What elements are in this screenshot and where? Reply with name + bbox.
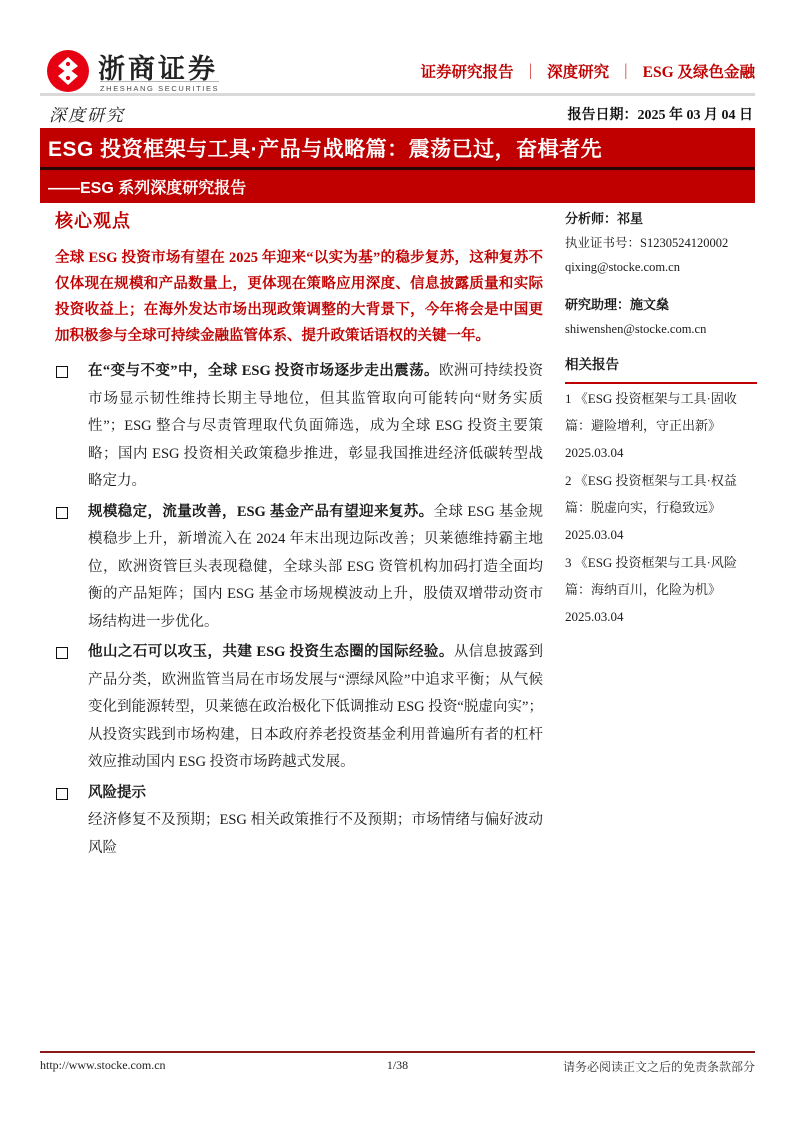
report-category: 深度研究 — [49, 106, 125, 125]
bullet-lead: 在“变与不变”中，全球 ESG 投资市场逐步走出震荡。 — [88, 363, 439, 379]
bullet-lead: 风险提示 — [88, 784, 146, 801]
bullet-text: 经济修复不及预期；ESG 相关政策推行不及预期；市场情绪与偏好波动风险 — [88, 812, 543, 856]
bullet-lead: 规模稳定，流量改善，ESG 基金产品有望迎来复苏。 — [88, 503, 434, 520]
footer-url: http://www.stocke.com.cn — [40, 1058, 166, 1072]
analyst-name: 分析师：祁星 — [565, 211, 644, 226]
related-reports-heading: 相关报告 — [565, 355, 757, 384]
title-banner — [40, 128, 755, 203]
bullet-item — [55, 639, 543, 777]
report-title: 1 《ESG 投资框架与工具·固收篇：避险增利，守正出新》 — [565, 391, 737, 433]
analyst-email: qixing@stocke.com.cn — [565, 260, 680, 274]
sidebar — [565, 209, 757, 630]
core-summary: 全球 ESG 投资市场有望在 2025 年迎来“以实为基”的稳步复苏，这种复苏不仅体现在规模和产品数量上，更体现在策略应用深度、信息披露质量和实际投资收益上；在海外发达市场出现政策调整的大背景下，今年将会是中国更加积极参与全球可持续金融监管体系、提升政策话语权的关键一年。 — [55, 250, 543, 344]
assistant-email: shiwenshen@stocke.com.cn — [565, 322, 707, 336]
core-view-heading: 核心观点 — [55, 211, 131, 231]
square-bullet-icon — [56, 507, 68, 519]
assistant-name: 研究助理：施文燊 — [565, 297, 670, 312]
report-date: 报告日期：2025 年 03 月 04 日 — [567, 108, 753, 123]
report-date: 2025.03.04 — [565, 609, 624, 624]
footer-disclaimer: 请务必阅读正文之后的免责条款部分 — [562, 1060, 755, 1074]
header-divider — [40, 93, 755, 96]
report-title: 3 《ESG 投资框架与工具·风险篇：海纳百川，化险为机》 — [565, 555, 737, 597]
related-report-item — [565, 467, 757, 548]
analyst-cert: 执业证书号：S1230524120002 — [565, 236, 729, 250]
category-row — [40, 101, 755, 127]
tag-separator: ｜ — [618, 64, 634, 81]
brand-name-en: ZHESHANG SECURITIES — [100, 81, 219, 93]
page-number: 1/38 — [386, 1058, 409, 1072]
related-report-item — [565, 385, 757, 466]
square-bullet-icon — [56, 647, 68, 659]
spacer — [565, 281, 757, 295]
bullet-item — [55, 499, 543, 637]
bullet-item — [55, 358, 543, 496]
square-bullet-icon — [56, 366, 68, 378]
main-content — [55, 207, 543, 862]
bullet-list — [55, 358, 543, 862]
report-date: 2025.03.04 — [565, 445, 624, 460]
bullet-text: 全球 ESG 基金规模稳步上升，新增流入在 2024 年末出现边际改善；贝莱德维持霸主地位，欧洲资管巨头表现稳健，全球头部 ESG 资管机构加码打造全面均衡的产品矩阵；国内 ESG 基金市场规模波动上升，股债双增带动资市场结构进一步优化。 — [88, 503, 543, 630]
tag-report-type: 证券研究报告 — [420, 64, 514, 81]
page-footer — [40, 1051, 755, 1075]
bullet-text: 从信息披露到产品分类，欧洲监管当局在市场发展与“漂绿风险”中追求平衡；从气候变化到能源转型，贝莱德在政治极化下低调推动 ESG 投资“脱虚向实”；从投资实践到市场构建，日本政府养老投资基金利用普遍所有者的杠杆效应推动国内 ESG 投资市场跨越式发展。 — [88, 644, 544, 770]
report-tags — [421, 60, 755, 82]
report-date: 2025.03.04 — [565, 527, 624, 542]
report-title: ESG 投资框架与工具·产品与战略篇：震荡已过，奋楫者先 — [40, 128, 755, 170]
tag-separator: ｜ — [522, 64, 539, 81]
report-title: 2 《ESG 投资框架与工具·权益篇：脱虚向实，行稳致远》 — [565, 473, 737, 515]
tag-industry: ESG 及绿色金融 — [642, 64, 755, 81]
brand-name-zh: 浙商证券 — [98, 54, 218, 84]
bullet-text: 欧洲可持续投资市场显示韧性维持长期主导地位，但其监管取向可能转向“财务实质性”；ESG 整合与尽责管理取代负面筛选，成为全球 ESG 投资主要策略；国内 ESG 投资相关政策稳步推进，彰显我国推进经济低碳转型战略定力。 — [88, 363, 543, 489]
square-bullet-icon — [56, 788, 68, 800]
tag-research-type: 深度研究 — [547, 64, 610, 81]
zheshang-logo-icon — [46, 49, 90, 93]
bullet-lead: 他山之石可以攻玉，共建 ESG 投资生态圈的国际经验。 — [88, 644, 454, 660]
report-subtitle: ——ESG 系列深度研究报告 — [40, 170, 755, 203]
related-report-item — [565, 549, 757, 630]
bullet-item-risk — [55, 780, 543, 863]
